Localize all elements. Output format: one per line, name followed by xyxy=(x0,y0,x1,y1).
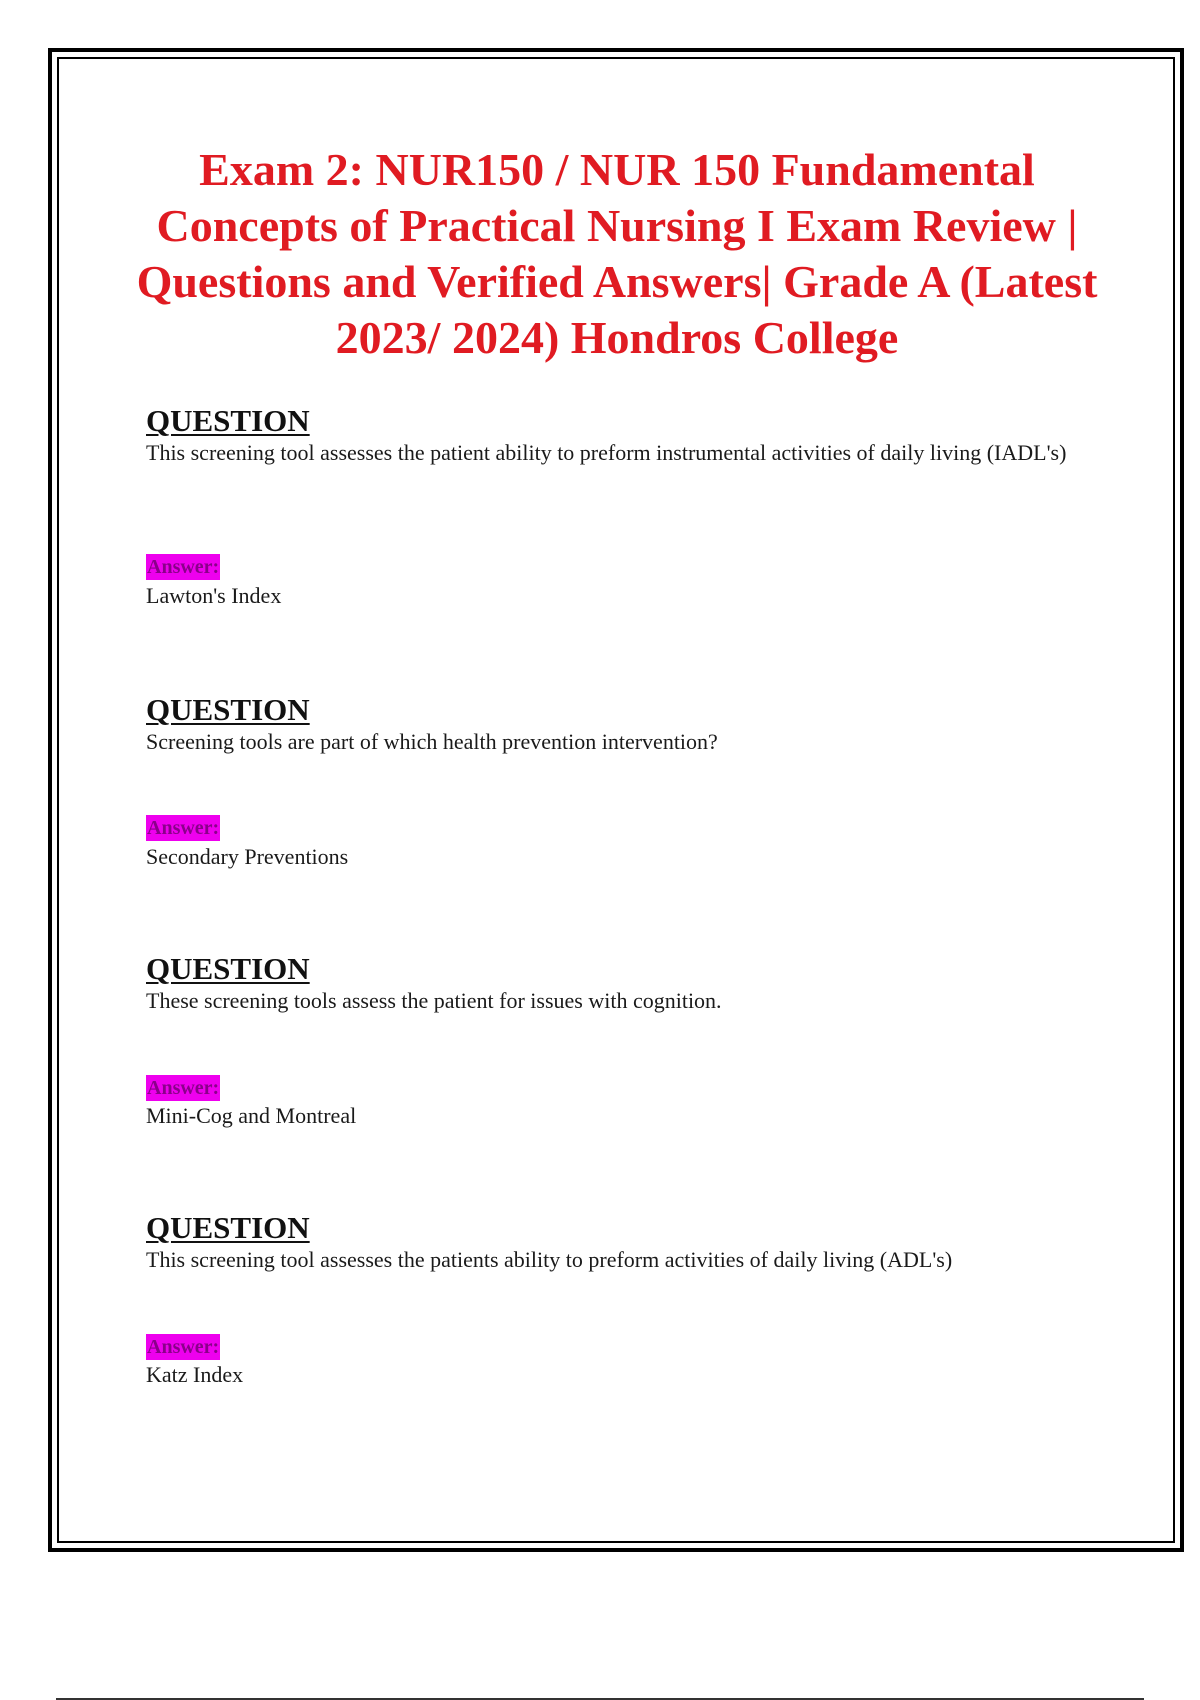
document-title: Exam 2: NUR150 / NUR 150 Fundamental Concepts of Practical Nursing I Exam Review | Questions and Verified Answers| Grade A (Latest 2023/ 2024) Hondros College xyxy=(136,144,1098,363)
question-heading: QUESTION xyxy=(146,1210,310,1245)
question-text: Screening tools are part of which health prevention intervention? xyxy=(146,729,718,754)
question-block-1 xyxy=(146,405,1096,467)
question-block-2 xyxy=(146,694,1096,756)
question-block-3 xyxy=(146,953,1096,1015)
answer-text: Mini-Cog and Montreal xyxy=(146,1103,357,1128)
question-text: This screening tool assesses the patient ability to preform instrumental activities of daily living (IADL's) xyxy=(146,440,1067,465)
answer-text: Secondary Preventions xyxy=(146,844,349,869)
answer-label: Answer: xyxy=(147,1336,220,1358)
question-text: This screening tool assesses the patients ability to preform activities of daily living (ADL's) xyxy=(146,1247,953,1272)
answer-label: Answer: xyxy=(147,817,220,839)
question-block-4 xyxy=(146,1212,1096,1274)
answer-text: Katz Index xyxy=(146,1362,244,1387)
question-text: These screening tools assess the patient for issues with cognition. xyxy=(146,988,722,1013)
answer-label: Answer: xyxy=(147,556,220,578)
answer-text: Lawton's Index xyxy=(146,583,282,608)
question-heading: QUESTION xyxy=(146,403,310,438)
answer-label: Answer: xyxy=(147,1077,220,1099)
question-heading: QUESTION xyxy=(146,951,310,986)
question-heading: QUESTION xyxy=(146,692,310,727)
